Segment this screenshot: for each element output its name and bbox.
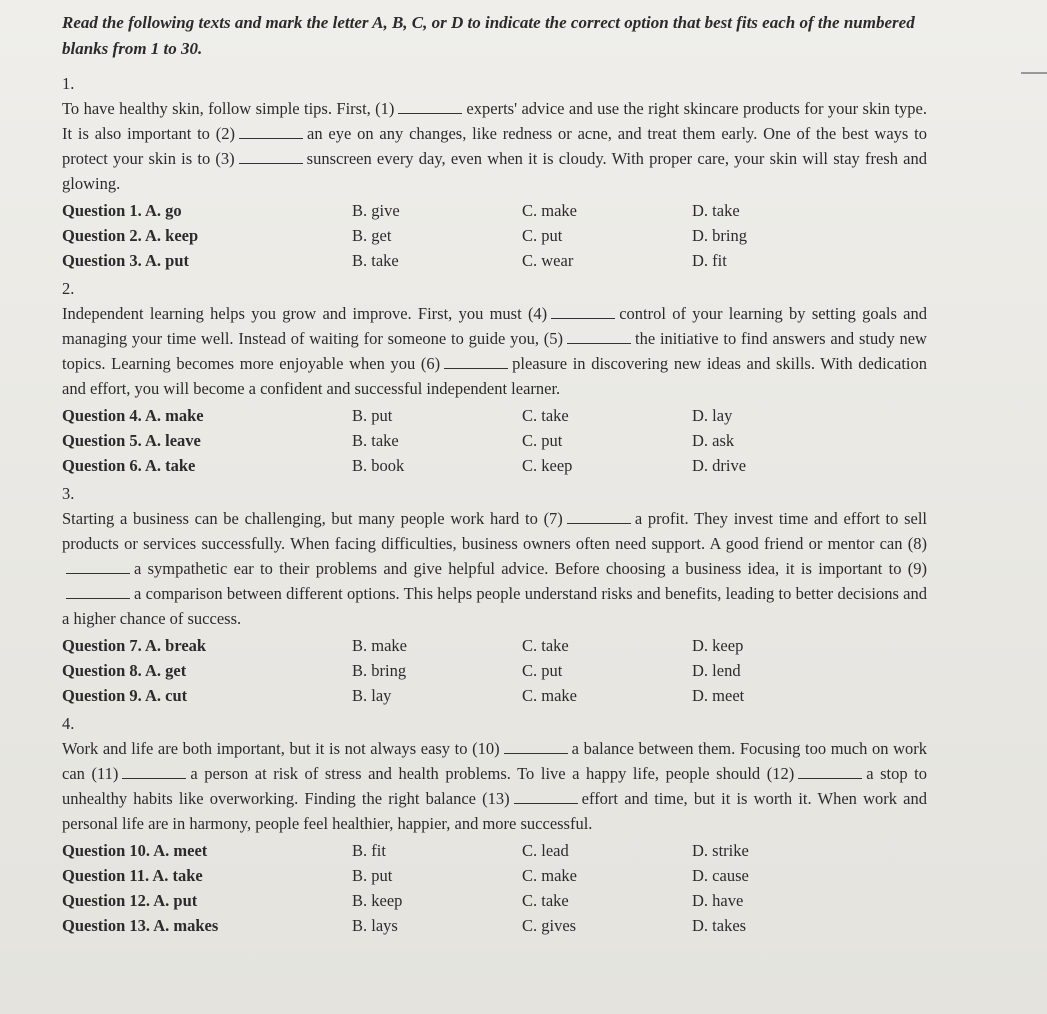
option-b: B. make bbox=[352, 636, 407, 655]
question-list bbox=[62, 198, 927, 273]
section-2 bbox=[62, 277, 927, 478]
option-c: C. put bbox=[522, 226, 563, 245]
blank-5 bbox=[567, 342, 631, 344]
question-label: Question 1. A. go bbox=[62, 201, 182, 220]
blank-10 bbox=[504, 752, 568, 754]
passage-text: Work and life are both important, but it is not always easy to (10) bbox=[62, 739, 500, 758]
option-c: C. make bbox=[522, 686, 577, 705]
option-c: C. wear bbox=[522, 251, 574, 270]
question-label: Question 4. A. make bbox=[62, 406, 204, 425]
passage-text: control of your learning by setting goals and managing your time well. Instead of waiting for someone to guide you, (5) bbox=[62, 304, 928, 348]
passage-text: a person at risk of stress and health problems. To live a happy life, people should (12) bbox=[190, 764, 795, 783]
option-c: C. take bbox=[522, 406, 569, 425]
option-b: B. put bbox=[352, 406, 393, 425]
blank-9 bbox=[66, 597, 130, 599]
option-b: B. keep bbox=[352, 891, 403, 910]
option-b: B. bring bbox=[352, 661, 407, 680]
option-d: D. lay bbox=[692, 406, 733, 425]
passage bbox=[62, 506, 927, 631]
passage bbox=[62, 96, 927, 196]
passage-text: a balance between them. Focusing too much on work can (11) bbox=[62, 739, 927, 783]
option-b: B. give bbox=[352, 201, 400, 220]
passage-text: pleasure in discovering new ideas and skills. With dedication and effort, you will become a confident and successful independent learner. bbox=[62, 354, 927, 398]
passage-text: a profit. They invest time and effort to sell products or services successfully. When facing difficulties, business owners often need support. A good friend or mentor can (8) bbox=[62, 509, 927, 553]
passage-text: a comparison between different options. This helps people understand risks and benefits, leading to better decisions and a higher chance of success. bbox=[62, 584, 927, 628]
option-d: D. have bbox=[692, 891, 744, 910]
option-b: B. book bbox=[352, 456, 405, 475]
question-row bbox=[62, 863, 927, 888]
option-c: C. put bbox=[522, 431, 563, 450]
option-b: B. take bbox=[352, 431, 399, 450]
question-label: Question 6. A. take bbox=[62, 456, 196, 475]
question-list bbox=[62, 633, 927, 708]
passage-text: Independent learning helps you grow and improve. First, you must (4) bbox=[62, 304, 548, 323]
question-row bbox=[62, 223, 927, 248]
question-row bbox=[62, 198, 927, 223]
section-1 bbox=[62, 72, 927, 273]
option-d: D. fit bbox=[692, 251, 727, 270]
question-row bbox=[62, 658, 927, 683]
passage bbox=[62, 301, 927, 401]
question-row bbox=[62, 888, 927, 913]
edge-mark bbox=[1021, 72, 1047, 74]
question-label: Question 10. A. meet bbox=[62, 841, 208, 860]
question-label: Question 3. A. put bbox=[62, 251, 189, 270]
option-c: C. take bbox=[522, 891, 569, 910]
section-number: 1. bbox=[62, 74, 75, 93]
passage-text: Starting a business can be challenging, but many people work hard to (7) bbox=[62, 509, 563, 528]
blank-4 bbox=[551, 317, 615, 319]
option-b: B. lay bbox=[352, 686, 392, 705]
question-list bbox=[62, 838, 927, 938]
option-c: C. put bbox=[522, 661, 563, 680]
question-row bbox=[62, 453, 927, 478]
question-label: Question 8. A. get bbox=[62, 661, 187, 680]
section-number: 3. bbox=[62, 484, 75, 503]
option-d: D. lend bbox=[692, 661, 741, 680]
option-c: C. make bbox=[522, 201, 577, 220]
question-label: Question 5. A. leave bbox=[62, 431, 201, 450]
blank-2 bbox=[239, 137, 303, 139]
option-d: D. meet bbox=[692, 686, 745, 705]
question-list bbox=[62, 403, 927, 478]
blank-13 bbox=[514, 802, 578, 804]
blank-6 bbox=[444, 367, 508, 369]
option-d: D. ask bbox=[692, 431, 735, 450]
question-label: Question 2. A. keep bbox=[62, 226, 199, 245]
passage-text: sunscreen every day, even when it is cloudy. With proper care, your skin will stay fresh and glowing. bbox=[62, 149, 927, 193]
blank-8 bbox=[66, 572, 130, 574]
question-label: Question 9. A. cut bbox=[62, 686, 188, 705]
blank-11 bbox=[122, 777, 186, 779]
question-row bbox=[62, 838, 927, 863]
section-4 bbox=[62, 712, 927, 938]
option-d: D. strike bbox=[692, 841, 749, 860]
option-d: D. takes bbox=[692, 916, 747, 935]
option-b: B. take bbox=[352, 251, 399, 270]
question-row bbox=[62, 683, 927, 708]
passage-text: an eye on any changes, like redness or acne, and treat them early. One of the best ways to protect your skin is to (3) bbox=[62, 124, 927, 168]
question-label: Question 13. A. makes bbox=[62, 916, 219, 935]
passage-text: experts' advice and use the right skincare products for your skin type. It is also important to (2) bbox=[62, 99, 927, 143]
option-d: D. take bbox=[692, 201, 740, 220]
option-d: D. drive bbox=[692, 456, 747, 475]
passage-text: a sympathetic ear to their problems and give helpful advice. Before choosing a business idea, it is important to (9) bbox=[134, 559, 927, 578]
option-d: D. bring bbox=[692, 226, 747, 245]
blank-12 bbox=[798, 777, 862, 779]
question-label: Question 11. A. take bbox=[62, 866, 203, 885]
option-d: D. keep bbox=[692, 636, 744, 655]
section-3 bbox=[62, 482, 927, 708]
passage-text: a stop to unhealthy habits like overworking. Finding the right balance (13) bbox=[62, 764, 927, 808]
section-number: 2. bbox=[62, 279, 75, 298]
section-number: 4. bbox=[62, 714, 75, 733]
option-c: C. lead bbox=[522, 841, 569, 860]
option-c: C. take bbox=[522, 636, 569, 655]
blank-7 bbox=[567, 522, 631, 524]
passage bbox=[62, 736, 927, 836]
question-row bbox=[62, 913, 927, 938]
option-c: C. make bbox=[522, 866, 577, 885]
blank-1 bbox=[398, 112, 462, 114]
passage-text: To have healthy skin, follow simple tips. First, (1) bbox=[62, 99, 395, 118]
question-label: Question 7. A. break bbox=[62, 636, 207, 655]
instructions: Read the following texts and mark the letter A, B, C, or D to indicate the correct option that best fits each of the numbered blanks from 1 to 30. bbox=[62, 13, 915, 58]
blank-3 bbox=[239, 162, 303, 164]
question-label: Question 12. A. put bbox=[62, 891, 198, 910]
option-b: B. lays bbox=[352, 916, 398, 935]
option-b: B. put bbox=[352, 866, 393, 885]
option-c: C. keep bbox=[522, 456, 573, 475]
option-b: B. fit bbox=[352, 841, 386, 860]
option-d: D. cause bbox=[692, 866, 749, 885]
question-row bbox=[62, 248, 927, 273]
passage-text: effort and time, but it is worth it. When work and personal life are in harmony, people feel healthier, happier, and more successful. bbox=[62, 789, 928, 833]
option-b: B. get bbox=[352, 226, 392, 245]
question-row bbox=[62, 633, 927, 658]
question-row bbox=[62, 403, 927, 428]
option-c: C. gives bbox=[522, 916, 577, 935]
question-row bbox=[62, 428, 927, 453]
passage-text: the initiative to find answers and study new topics. Learning becomes more enjoyable when you (6) bbox=[62, 329, 927, 373]
